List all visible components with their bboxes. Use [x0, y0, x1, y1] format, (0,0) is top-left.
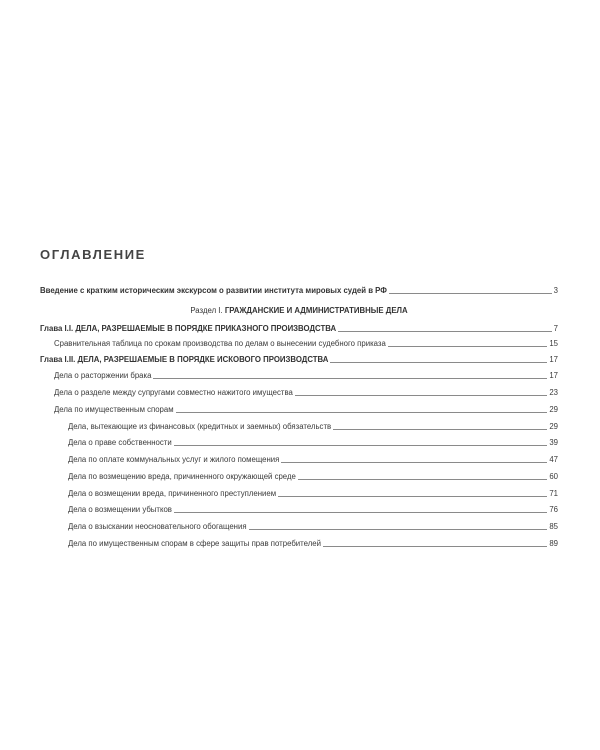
- toc-entry-intro: [40, 282, 558, 296]
- toc-page-number: 17: [549, 371, 558, 380]
- toc-page-number: 47: [549, 455, 558, 464]
- toc-page-number: 60: [549, 472, 558, 481]
- toc-leader: [174, 445, 548, 446]
- toc-page-number: 23: [549, 388, 558, 397]
- toc-entry-label: Дела о возмещении вреда, причиненного преступлением: [68, 489, 277, 498]
- toc-leader: [338, 331, 552, 332]
- toc-leader: [174, 512, 547, 513]
- toc-page-number: 76: [549, 505, 558, 514]
- toc-leader: [323, 546, 547, 547]
- toc-entry-chapter-2: [40, 351, 558, 365]
- toc-page-number: 85: [549, 522, 558, 531]
- toc-entry: [54, 401, 558, 415]
- toc-entry-label: Дела о взыскании неосновательного обогащения: [68, 522, 247, 531]
- toc-page-number: 39: [549, 438, 558, 447]
- toc-page-number: 15: [549, 339, 558, 348]
- toc-entry: [54, 335, 558, 349]
- toc-leader: [176, 412, 548, 413]
- toc-page-number: 17: [549, 355, 558, 364]
- toc-leader: [153, 378, 547, 379]
- toc-entry-label: Дела о праве собственности: [68, 438, 172, 447]
- toc-entry: [68, 468, 558, 482]
- toc-entry: [68, 451, 558, 465]
- toc-entry-label: Дела по имущественным спорам в сфере защиты прав потребителей: [68, 539, 321, 548]
- toc-page-number: 7: [553, 324, 558, 333]
- toc-leader: [330, 362, 547, 363]
- toc-entry: [68, 501, 558, 515]
- section-name: ГРАЖДАНСКИЕ И АДМИНИСТРАТИВНЫЕ ДЕЛА: [224, 306, 408, 315]
- toc-entry-chapter-1: [40, 320, 558, 334]
- toc-entry-label: Дела о возмещении убытков: [68, 505, 172, 514]
- toc-entry-label: Глава I.II. ДЕЛА, РАЗРЕШАЕМЫЕ В ПОРЯДКЕ ИСКОВОГО ПРОИЗВОДСТВА: [40, 355, 329, 364]
- toc-page-number: 29: [549, 422, 558, 431]
- toc-leader: [333, 429, 547, 430]
- toc-leader: [298, 479, 547, 480]
- section-prefix: Раздел I.: [190, 306, 223, 315]
- toc-page-number: 29: [549, 405, 558, 414]
- toc-leader: [278, 496, 547, 497]
- toc-entry-label: Дела по имущественным спорам: [54, 405, 174, 414]
- toc-entry-label: Дела о расторжении брака: [54, 371, 152, 380]
- toc-entry-label: Дела по возмещению вреда, причиненного окружающей среде: [68, 472, 296, 481]
- section-heading: [40, 306, 558, 316]
- toc-leader: [389, 293, 552, 294]
- toc-entry-label: Дела, вытекающие из финансовых (кредитных и заемных) обязательств: [68, 422, 332, 431]
- toc-entry: [68, 418, 558, 432]
- toc-leader: [249, 529, 548, 530]
- toc-leader: [388, 346, 547, 347]
- toc-entry-label: Глава I.I. ДЕЛА, РАЗРЕШАЕМЫЕ В ПОРЯДКЕ ПРИКАЗНОГО ПРОИЗВОДСТВА: [40, 324, 337, 333]
- toc-entry-label: Введение с кратким историческим экскурсом о развитии института мировых судей в РФ: [40, 286, 387, 295]
- toc-entry: [54, 384, 558, 398]
- toc-title: ОГЛАВЛЕНИЕ: [40, 247, 146, 262]
- toc-entry: [68, 485, 558, 499]
- toc-entry: [68, 535, 558, 549]
- toc-entry-label: Сравнительная таблица по срокам производства по делам о вынесении судебного приказа: [54, 339, 386, 348]
- toc-leader: [295, 395, 547, 396]
- toc-entry-label: Дела по оплате коммунальных услуг и жилого помещения: [68, 455, 280, 464]
- toc-entry: [54, 367, 558, 381]
- toc-entry-label: Дела о разделе между супругами совместно нажитого имущества: [54, 388, 293, 397]
- toc-page-number: 89: [549, 539, 558, 548]
- toc-entry: [68, 518, 558, 532]
- toc-entry: [68, 434, 558, 448]
- toc-leader: [281, 462, 547, 463]
- toc-page-number: 71: [549, 489, 558, 498]
- toc-page-number: 3: [553, 286, 558, 295]
